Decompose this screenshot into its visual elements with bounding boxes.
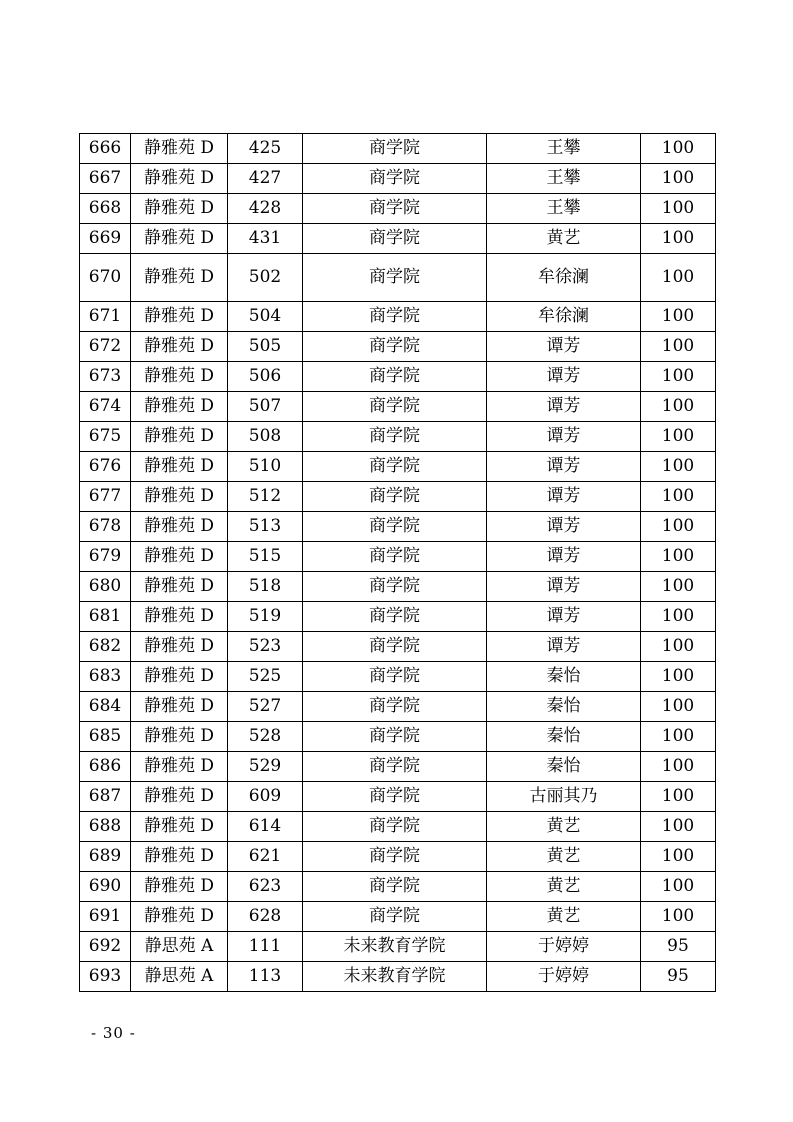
row-number-cell: 688	[80, 812, 131, 842]
college-cell: 商学院	[303, 542, 487, 572]
building-cell: 静雅苑 D	[131, 194, 228, 224]
table-row	[80, 602, 716, 632]
room-cell: 609	[228, 782, 303, 812]
row-number-cell: 667	[80, 164, 131, 194]
person-cell: 黄艺	[487, 224, 641, 254]
college-cell: 商学院	[303, 692, 487, 722]
person-cell: 黄艺	[487, 842, 641, 872]
building-cell: 静雅苑 D	[131, 662, 228, 692]
room-cell: 513	[228, 512, 303, 542]
table-row	[80, 224, 716, 254]
score-cell: 100	[641, 302, 716, 332]
table-row	[80, 422, 716, 452]
score-cell: 100	[641, 602, 716, 632]
score-cell: 100	[641, 134, 716, 164]
room-cell: 505	[228, 332, 303, 362]
table-row	[80, 632, 716, 662]
college-cell: 商学院	[303, 254, 487, 302]
page-number: - 30 -	[91, 1024, 136, 1042]
table-row	[80, 392, 716, 422]
room-cell: 504	[228, 302, 303, 332]
building-cell: 静雅苑 D	[131, 302, 228, 332]
row-number-cell: 687	[80, 782, 131, 812]
table-row	[80, 662, 716, 692]
person-cell: 古丽其乃	[487, 782, 641, 812]
building-cell: 静思苑 A	[131, 962, 228, 992]
person-cell: 于婷婷	[487, 962, 641, 992]
row-number-cell: 674	[80, 392, 131, 422]
building-cell: 静雅苑 D	[131, 872, 228, 902]
college-cell: 商学院	[303, 392, 487, 422]
row-number-cell: 681	[80, 602, 131, 632]
table-row	[80, 902, 716, 932]
college-cell: 商学院	[303, 332, 487, 362]
person-cell: 谭芳	[487, 422, 641, 452]
building-cell: 静雅苑 D	[131, 572, 228, 602]
person-cell: 谭芳	[487, 572, 641, 602]
table-row	[80, 254, 716, 302]
college-cell: 商学院	[303, 572, 487, 602]
row-number-cell: 677	[80, 482, 131, 512]
college-cell: 商学院	[303, 302, 487, 332]
person-cell: 秦怡	[487, 752, 641, 782]
building-cell: 静雅苑 D	[131, 224, 228, 254]
college-cell: 商学院	[303, 602, 487, 632]
score-cell: 100	[641, 872, 716, 902]
building-cell: 静雅苑 D	[131, 722, 228, 752]
person-cell: 秦怡	[487, 692, 641, 722]
row-number-cell: 669	[80, 224, 131, 254]
dormitory-score-table	[79, 133, 716, 992]
building-cell: 静雅苑 D	[131, 362, 228, 392]
row-number-cell: 676	[80, 452, 131, 482]
score-cell: 100	[641, 752, 716, 782]
room-cell: 502	[228, 254, 303, 302]
score-cell: 100	[641, 842, 716, 872]
college-cell: 商学院	[303, 482, 487, 512]
room-cell: 529	[228, 752, 303, 782]
building-cell: 静雅苑 D	[131, 422, 228, 452]
table-row	[80, 812, 716, 842]
table-row	[80, 932, 716, 962]
building-cell: 静雅苑 D	[131, 452, 228, 482]
score-cell: 95	[641, 962, 716, 992]
college-cell: 商学院	[303, 872, 487, 902]
college-cell: 商学院	[303, 362, 487, 392]
person-cell: 黄艺	[487, 902, 641, 932]
table-row	[80, 572, 716, 602]
room-cell: 623	[228, 872, 303, 902]
person-cell: 黄艺	[487, 812, 641, 842]
person-cell: 牟徐澜	[487, 254, 641, 302]
room-cell: 113	[228, 962, 303, 992]
person-cell: 谭芳	[487, 632, 641, 662]
building-cell: 静雅苑 D	[131, 692, 228, 722]
room-cell: 425	[228, 134, 303, 164]
room-cell: 507	[228, 392, 303, 422]
building-cell: 静雅苑 D	[131, 602, 228, 632]
building-cell: 静雅苑 D	[131, 812, 228, 842]
table-row	[80, 362, 716, 392]
row-number-cell: 675	[80, 422, 131, 452]
person-cell: 谭芳	[487, 602, 641, 632]
row-number-cell: 672	[80, 332, 131, 362]
table-row	[80, 782, 716, 812]
person-cell: 谭芳	[487, 512, 641, 542]
table-row	[80, 542, 716, 572]
score-cell: 100	[641, 194, 716, 224]
room-cell: 510	[228, 452, 303, 482]
person-cell: 王攀	[487, 134, 641, 164]
table-row	[80, 194, 716, 224]
row-number-cell: 689	[80, 842, 131, 872]
room-cell: 628	[228, 902, 303, 932]
score-cell: 100	[641, 722, 716, 752]
row-number-cell: 679	[80, 542, 131, 572]
table-row	[80, 134, 716, 164]
score-cell: 100	[641, 224, 716, 254]
row-number-cell: 691	[80, 902, 131, 932]
building-cell: 静雅苑 D	[131, 164, 228, 194]
score-cell: 100	[641, 362, 716, 392]
score-cell: 100	[641, 392, 716, 422]
table-row	[80, 842, 716, 872]
person-cell: 黄艺	[487, 872, 641, 902]
building-cell: 静雅苑 D	[131, 902, 228, 932]
table-row	[80, 332, 716, 362]
room-cell: 527	[228, 692, 303, 722]
score-cell: 100	[641, 542, 716, 572]
person-cell: 王攀	[487, 194, 641, 224]
row-number-cell: 670	[80, 254, 131, 302]
building-cell: 静雅苑 D	[131, 542, 228, 572]
row-number-cell: 673	[80, 362, 131, 392]
row-number-cell: 686	[80, 752, 131, 782]
score-cell: 100	[641, 254, 716, 302]
table-row	[80, 962, 716, 992]
building-cell: 静思苑 A	[131, 932, 228, 962]
table-row	[80, 752, 716, 782]
score-cell: 100	[641, 512, 716, 542]
college-cell: 商学院	[303, 164, 487, 194]
college-cell: 商学院	[303, 512, 487, 542]
room-cell: 621	[228, 842, 303, 872]
college-cell: 商学院	[303, 224, 487, 254]
score-cell: 100	[641, 452, 716, 482]
room-cell: 614	[228, 812, 303, 842]
room-cell: 523	[228, 632, 303, 662]
person-cell: 谭芳	[487, 452, 641, 482]
room-cell: 528	[228, 722, 303, 752]
college-cell: 商学院	[303, 632, 487, 662]
room-cell: 518	[228, 572, 303, 602]
college-cell: 商学院	[303, 902, 487, 932]
row-number-cell: 685	[80, 722, 131, 752]
college-cell: 商学院	[303, 812, 487, 842]
college-cell: 商学院	[303, 134, 487, 164]
table-body	[80, 134, 716, 992]
row-number-cell: 671	[80, 302, 131, 332]
room-cell: 111	[228, 932, 303, 962]
college-cell: 商学院	[303, 782, 487, 812]
score-cell: 100	[641, 692, 716, 722]
score-cell: 100	[641, 632, 716, 662]
row-number-cell: 666	[80, 134, 131, 164]
room-cell: 506	[228, 362, 303, 392]
building-cell: 静雅苑 D	[131, 134, 228, 164]
building-cell: 静雅苑 D	[131, 632, 228, 662]
person-cell: 谭芳	[487, 332, 641, 362]
row-number-cell: 668	[80, 194, 131, 224]
score-cell: 100	[641, 662, 716, 692]
college-cell: 商学院	[303, 752, 487, 782]
person-cell: 于婷婷	[487, 932, 641, 962]
building-cell: 静雅苑 D	[131, 782, 228, 812]
row-number-cell: 693	[80, 962, 131, 992]
row-number-cell: 690	[80, 872, 131, 902]
table-row	[80, 872, 716, 902]
score-cell: 100	[641, 572, 716, 602]
college-cell: 未来教育学院	[303, 962, 487, 992]
room-cell: 512	[228, 482, 303, 512]
room-cell: 428	[228, 194, 303, 224]
college-cell: 未来教育学院	[303, 932, 487, 962]
person-cell: 秦怡	[487, 662, 641, 692]
score-cell: 100	[641, 482, 716, 512]
score-cell: 100	[641, 782, 716, 812]
table-row	[80, 302, 716, 332]
person-cell: 谭芳	[487, 392, 641, 422]
row-number-cell: 683	[80, 662, 131, 692]
building-cell: 静雅苑 D	[131, 254, 228, 302]
row-number-cell: 682	[80, 632, 131, 662]
room-cell: 431	[228, 224, 303, 254]
college-cell: 商学院	[303, 452, 487, 482]
room-cell: 427	[228, 164, 303, 194]
building-cell: 静雅苑 D	[131, 392, 228, 422]
room-cell: 515	[228, 542, 303, 572]
score-cell: 100	[641, 902, 716, 932]
table-row	[80, 512, 716, 542]
person-cell: 秦怡	[487, 722, 641, 752]
row-number-cell: 684	[80, 692, 131, 722]
table-row	[80, 692, 716, 722]
row-number-cell: 692	[80, 932, 131, 962]
score-cell: 100	[641, 332, 716, 362]
building-cell: 静雅苑 D	[131, 842, 228, 872]
college-cell: 商学院	[303, 722, 487, 752]
table-row	[80, 452, 716, 482]
person-cell: 谭芳	[487, 542, 641, 572]
room-cell: 519	[228, 602, 303, 632]
person-cell: 牟徐澜	[487, 302, 641, 332]
score-cell: 100	[641, 812, 716, 842]
score-cell: 95	[641, 932, 716, 962]
college-cell: 商学院	[303, 194, 487, 224]
building-cell: 静雅苑 D	[131, 512, 228, 542]
score-cell: 100	[641, 164, 716, 194]
table-row	[80, 722, 716, 752]
person-cell: 谭芳	[487, 482, 641, 512]
building-cell: 静雅苑 D	[131, 752, 228, 782]
room-cell: 525	[228, 662, 303, 692]
person-cell: 王攀	[487, 164, 641, 194]
row-number-cell: 680	[80, 572, 131, 602]
building-cell: 静雅苑 D	[131, 332, 228, 362]
table-row	[80, 164, 716, 194]
person-cell: 谭芳	[487, 362, 641, 392]
college-cell: 商学院	[303, 422, 487, 452]
score-cell: 100	[641, 422, 716, 452]
row-number-cell: 678	[80, 512, 131, 542]
building-cell: 静雅苑 D	[131, 482, 228, 512]
college-cell: 商学院	[303, 662, 487, 692]
table-row	[80, 482, 716, 512]
room-cell: 508	[228, 422, 303, 452]
college-cell: 商学院	[303, 842, 487, 872]
